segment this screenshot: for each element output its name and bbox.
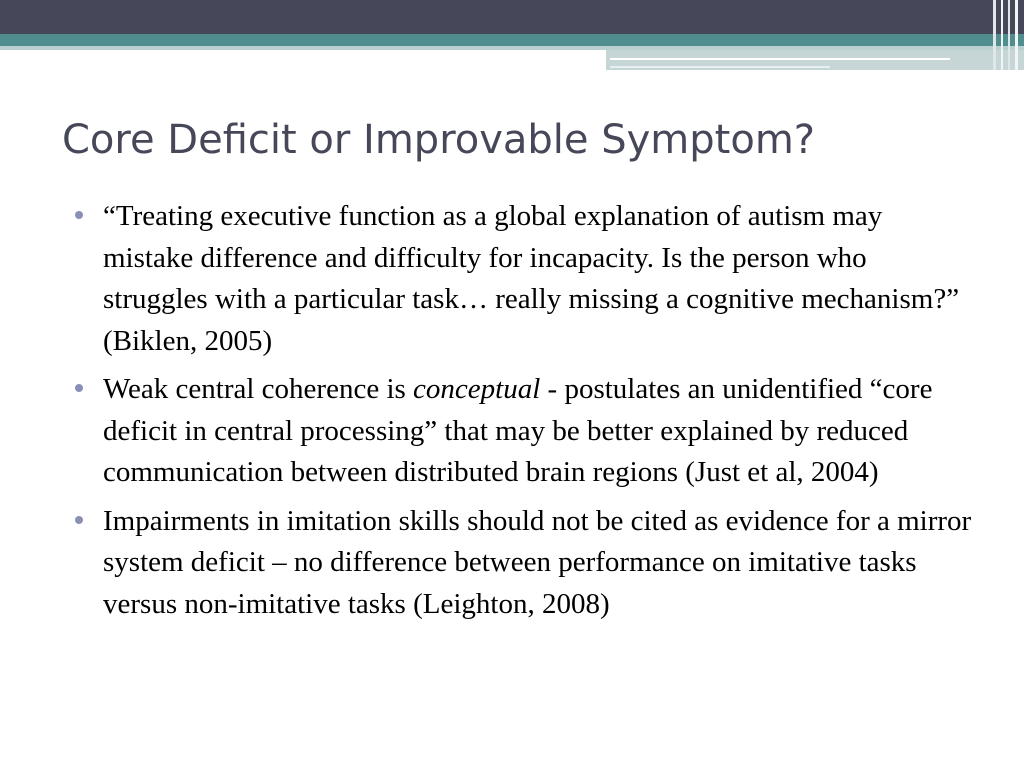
- bullet-dot-icon: [75, 211, 83, 219]
- header-band-dark: [0, 0, 1024, 34]
- bullet-text-before: Weak central coherence is: [103, 373, 414, 405]
- bullet-text: Impairments in imitation skills should not be cited as evidence for a mirror system deficit – no difference between performance on imitative tasks versus non-imitative tasks (Leighton, 2008): [103, 504, 972, 620]
- header-accent-line: [610, 58, 950, 60]
- header-stripe: [1001, 0, 1003, 70]
- header-stripe: [993, 0, 996, 70]
- bullet-list: [75, 196, 975, 632]
- header-stripe: [1008, 0, 1010, 70]
- header-stripe: [1015, 0, 1018, 70]
- bullet-item: [75, 196, 975, 362]
- bullet-item: [75, 369, 975, 494]
- header-band-teal: [0, 34, 1024, 46]
- bullet-text-emphasis: conceptual: [413, 373, 541, 405]
- bullet-item: [75, 501, 975, 626]
- header-accent-line: [610, 66, 830, 68]
- slide-title: Core Deficit or Improvable Symptom?: [62, 117, 816, 163]
- bullet-text-after: - postulates an unidentified “core deficit in central processing” that may be better explained by reduced communication between distributed brain regions (Just et al, 2004): [103, 373, 933, 488]
- bullet-text: “Treating executive function as a global explanation of autism may mistake difference and difficulty for incapacity. Is the person who struggles with a particular task… really missing a cognitive mechanism?” (Biklen, 2005): [103, 200, 960, 357]
- bullet-dot-icon: [75, 516, 83, 524]
- bullet-dot-icon: [75, 384, 83, 392]
